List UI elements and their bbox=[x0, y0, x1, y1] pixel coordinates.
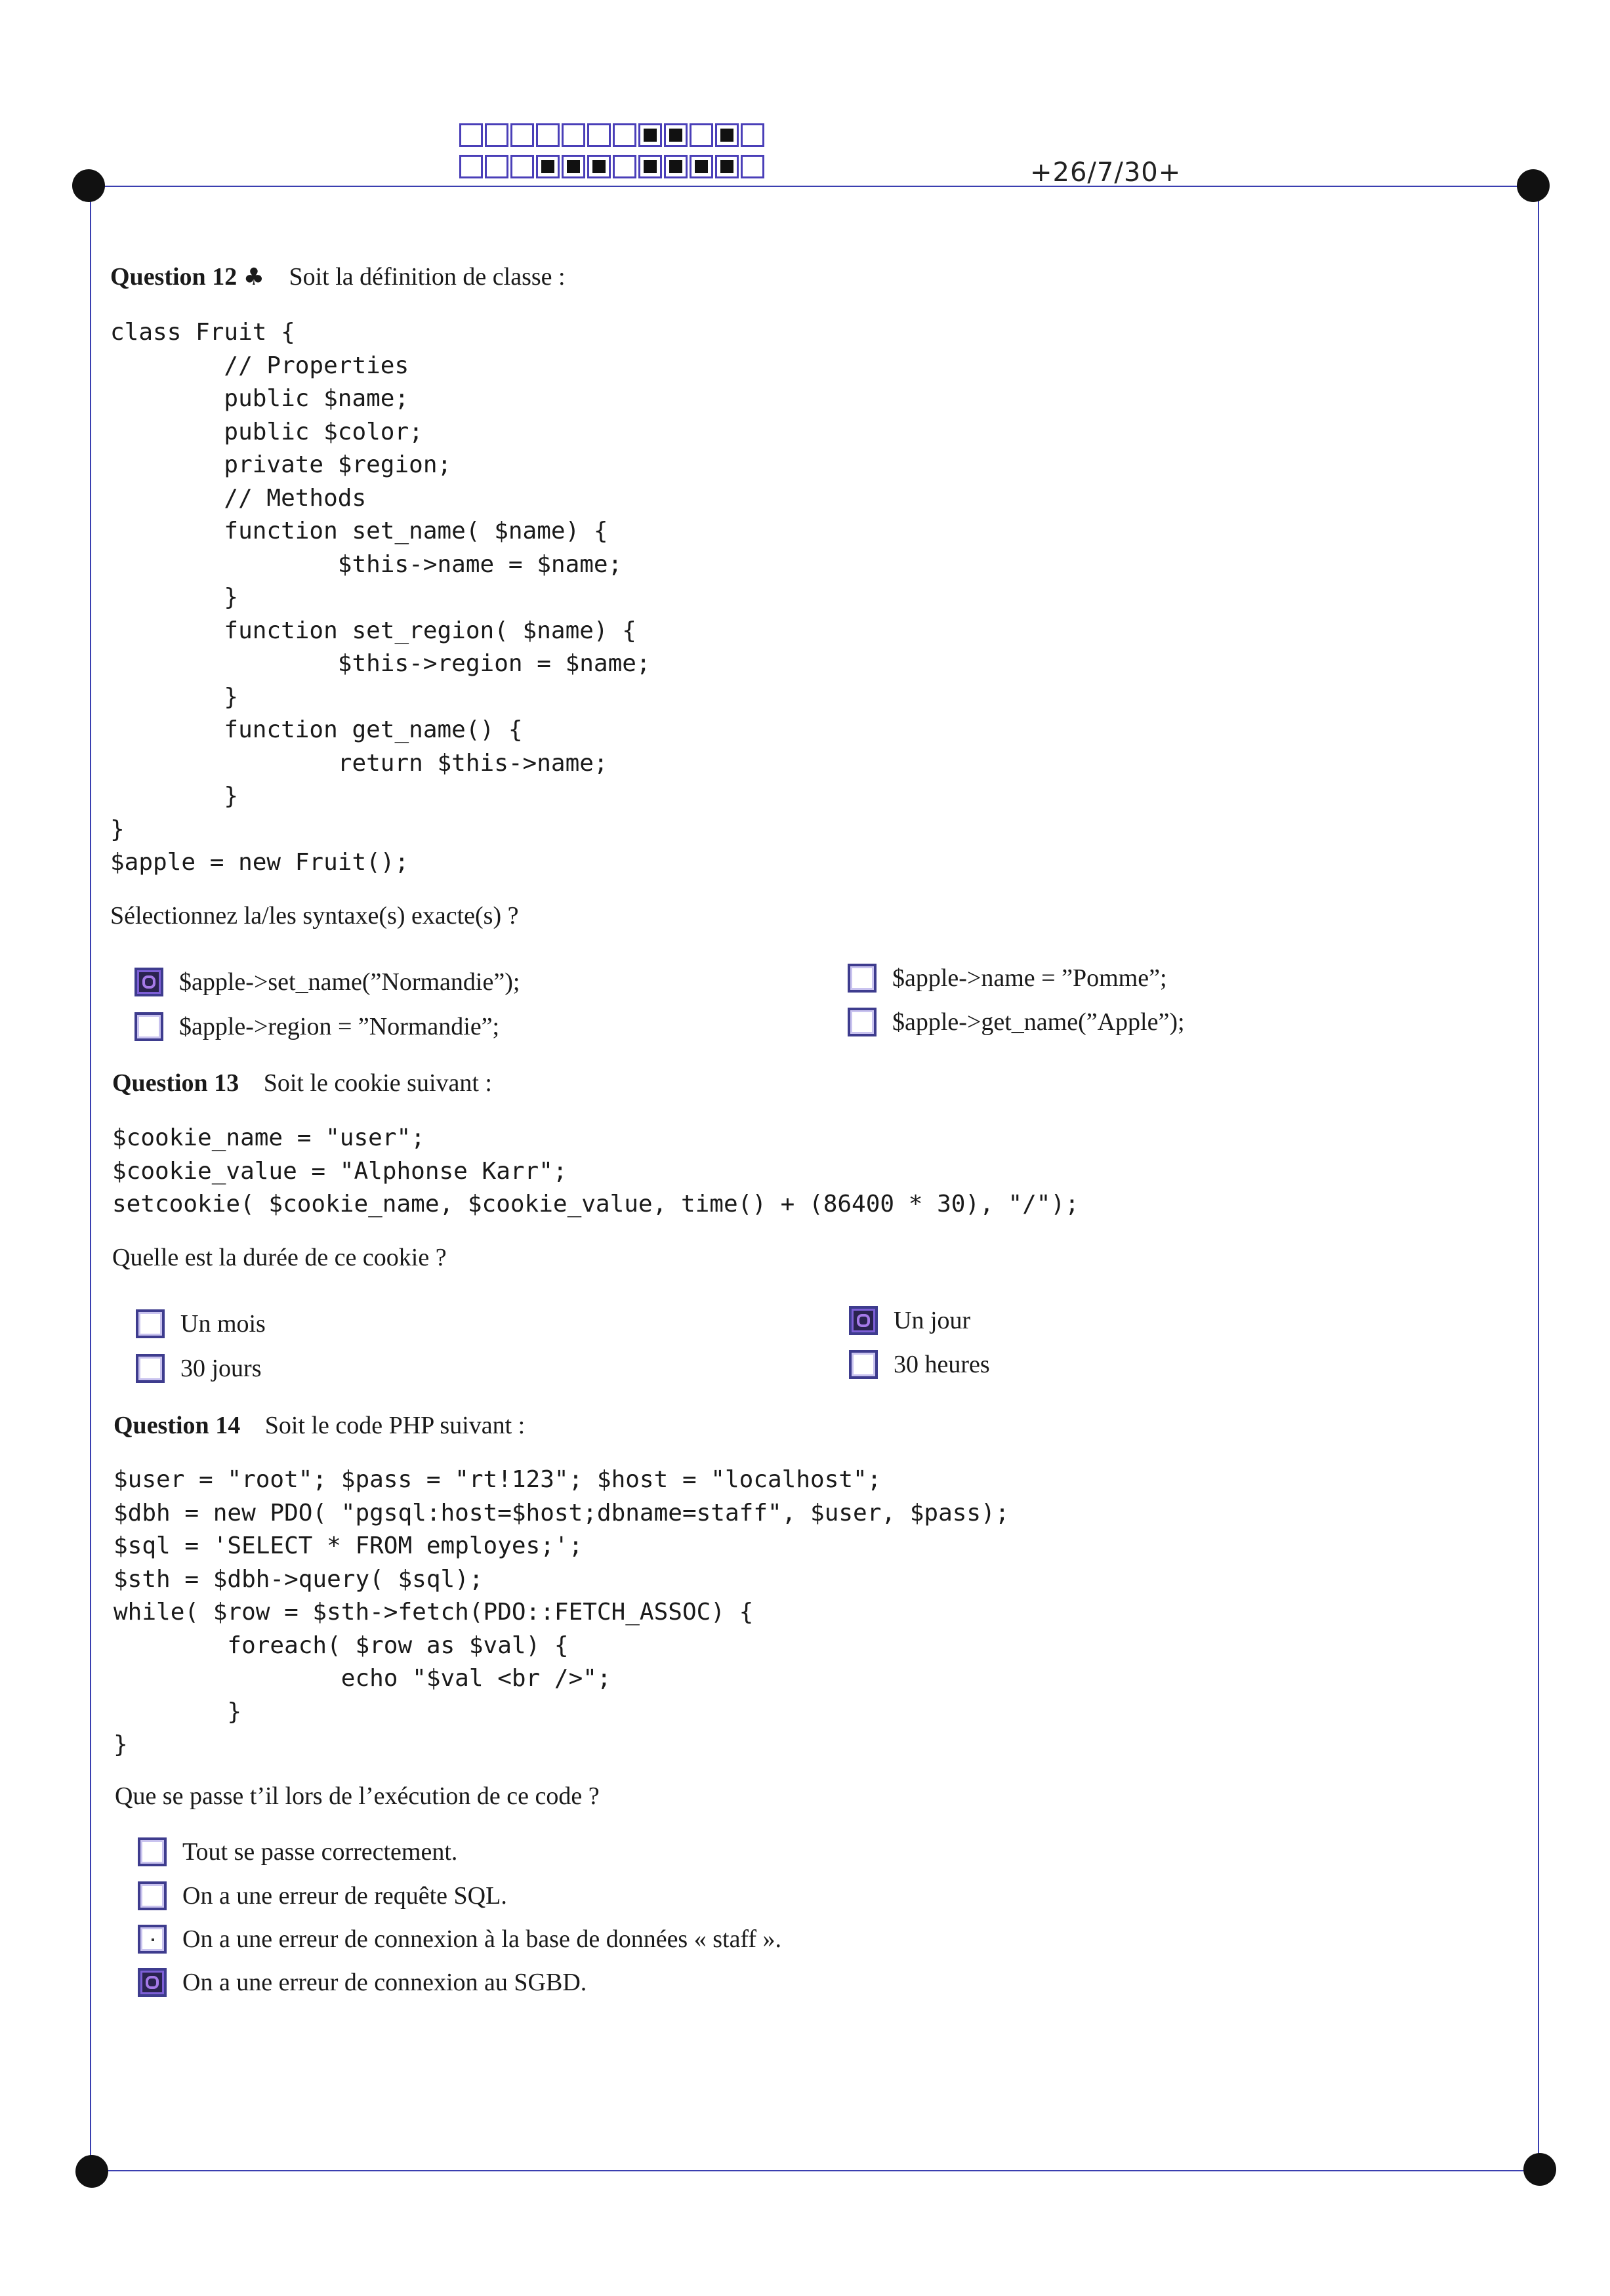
checkbox-checked[interactable] bbox=[849, 1306, 878, 1335]
q12-option-3[interactable] bbox=[848, 960, 1167, 996]
checkbox[interactable] bbox=[848, 964, 877, 993]
barcode-cell bbox=[715, 155, 739, 178]
q13-option-1[interactable] bbox=[136, 1305, 266, 1342]
checkbox[interactable] bbox=[138, 1881, 167, 1910]
option-label: $apple->set_name(”Normandie”); bbox=[179, 968, 520, 996]
question-label: Question 14 bbox=[114, 1412, 241, 1439]
barcode-cell bbox=[741, 123, 764, 147]
barcode-cell bbox=[613, 155, 636, 178]
q13-option-3[interactable] bbox=[849, 1302, 970, 1339]
barcode-cell bbox=[638, 155, 662, 178]
q14-option-2[interactable] bbox=[138, 1877, 507, 1914]
frame-bottom-line bbox=[92, 2170, 1538, 2171]
q14-option-4[interactable] bbox=[138, 1964, 587, 2001]
barcode-cell bbox=[690, 155, 713, 178]
option-label: $apple->region = ”Normandie”; bbox=[179, 1013, 500, 1040]
question-text: Soit le code PHP suivant : bbox=[264, 1412, 526, 1439]
option-label: $apple->get_name(”Apple”); bbox=[892, 1008, 1185, 1036]
barcode-cell bbox=[485, 155, 508, 178]
checkbox-checked[interactable] bbox=[134, 968, 163, 996]
question-12-heading bbox=[110, 262, 566, 291]
barcode-cell bbox=[638, 123, 662, 147]
barcode-cell bbox=[459, 123, 483, 147]
checkbox[interactable] bbox=[848, 1008, 877, 1036]
barcode-cell bbox=[715, 123, 739, 147]
barcode-cell bbox=[562, 155, 585, 178]
barcode-cell bbox=[587, 123, 611, 147]
corner-mark-top-right bbox=[1517, 169, 1550, 202]
question-12-prompt: Sélectionnez la/les syntaxe(s) exacte(s) ? bbox=[110, 902, 519, 930]
q12-option-1[interactable] bbox=[134, 964, 520, 1000]
barcode-row-1 bbox=[459, 123, 766, 147]
option-label: 30 heures bbox=[894, 1351, 990, 1378]
option-label: Tout se passe correctement. bbox=[182, 1838, 458, 1866]
question-13-prompt: Quelle est la durée de ce cookie ? bbox=[112, 1244, 447, 1271]
checkbox-checked[interactable] bbox=[138, 1968, 167, 1997]
barcode-row-2 bbox=[459, 155, 766, 178]
q14-option-3[interactable] bbox=[138, 1921, 781, 1958]
page-id: +26/7/30+ bbox=[1030, 157, 1182, 188]
checkbox[interactable] bbox=[136, 1354, 165, 1383]
checkbox[interactable] bbox=[134, 1012, 163, 1041]
barcode-cell bbox=[459, 155, 483, 178]
corner-mark-bottom-right bbox=[1523, 2153, 1556, 2186]
club-icon: ♣ bbox=[243, 264, 264, 291]
barcode-cell bbox=[536, 123, 560, 147]
question-13-heading bbox=[112, 1069, 492, 1097]
frame-top-line bbox=[89, 186, 1535, 187]
q12-option-4[interactable] bbox=[848, 1004, 1185, 1040]
code-block-q13: $cookie_name = "user"; $cookie_value = "Alphonse Karr"; setcookie( $cookie_name, $cookie_value, time() + (86400 * 30), "/"); bbox=[112, 1124, 1079, 1218]
question-14-heading bbox=[114, 1411, 525, 1440]
barcode-cell bbox=[690, 123, 713, 147]
checkbox[interactable] bbox=[849, 1350, 878, 1379]
barcode-cell bbox=[664, 155, 688, 178]
barcode-cell bbox=[536, 155, 560, 178]
barcode-cell bbox=[510, 155, 534, 178]
barcode-cell bbox=[562, 123, 585, 147]
barcode-cell bbox=[741, 155, 764, 178]
corner-mark-bottom-left bbox=[75, 2155, 108, 2188]
option-label: $apple->name = ”Pomme”; bbox=[892, 964, 1167, 992]
question-text: Soit le cookie suivant : bbox=[263, 1069, 492, 1097]
barcode-cell bbox=[664, 123, 688, 147]
question-label: Question 13 bbox=[112, 1069, 239, 1097]
option-label: Un jour bbox=[894, 1307, 971, 1334]
q12-option-2[interactable] bbox=[134, 1008, 499, 1045]
question-label: Question 12 bbox=[110, 263, 237, 291]
option-label: 30 jours bbox=[180, 1355, 262, 1382]
checkbox[interactable] bbox=[138, 1925, 167, 1954]
frame-left-line bbox=[90, 186, 91, 2171]
barcode-cell bbox=[613, 123, 636, 147]
frame-right-line bbox=[1538, 186, 1539, 2171]
option-label: On a une erreur de requête SQL. bbox=[182, 1882, 507, 1910]
option-label: On a une erreur de connexion à la base de données « staff ». bbox=[182, 1925, 782, 1953]
checkbox[interactable] bbox=[136, 1309, 165, 1338]
q13-option-2[interactable] bbox=[136, 1350, 262, 1387]
corner-mark-top-left bbox=[72, 169, 105, 202]
option-label: Un mois bbox=[180, 1310, 266, 1338]
question-text: Soit la définition de classe : bbox=[289, 263, 566, 291]
q13-option-4[interactable] bbox=[849, 1346, 990, 1383]
barcode-cell bbox=[587, 155, 611, 178]
barcode-cell bbox=[485, 123, 508, 147]
checkbox[interactable] bbox=[138, 1837, 167, 1866]
q14-option-1[interactable] bbox=[138, 1834, 457, 1870]
code-block-q14: $user = "root"; $pass = "rt!123"; $host = "localhost"; $dbh = new PDO( "pgsql:host=$host;dbname=staff", $user, $pass); $sql = 'SELECT * FROM employes;'; $sth = $dbh->query( $sql); while( $row = $sth->fetch(PDO::FETCH_ASSOC) { foreach( $row as $val) { echo "$val <br />"; } } bbox=[114, 1466, 1010, 1758]
barcode-cell bbox=[510, 123, 534, 147]
option-label: On a une erreur de connexion au SGBD. bbox=[182, 1969, 587, 1996]
question-14-prompt: Que se passe t’il lors de l’exécution de ce code ? bbox=[115, 1782, 600, 1810]
code-block-q12: class Fruit { // Properties public $name; public $color; private $region; // Methods function set_name( $name) { $this->name = $name; } function set_region( $name) { $this->region = $name; } function get_name() { return $this->name; } } $apple = new Fruit(); bbox=[110, 319, 651, 876]
